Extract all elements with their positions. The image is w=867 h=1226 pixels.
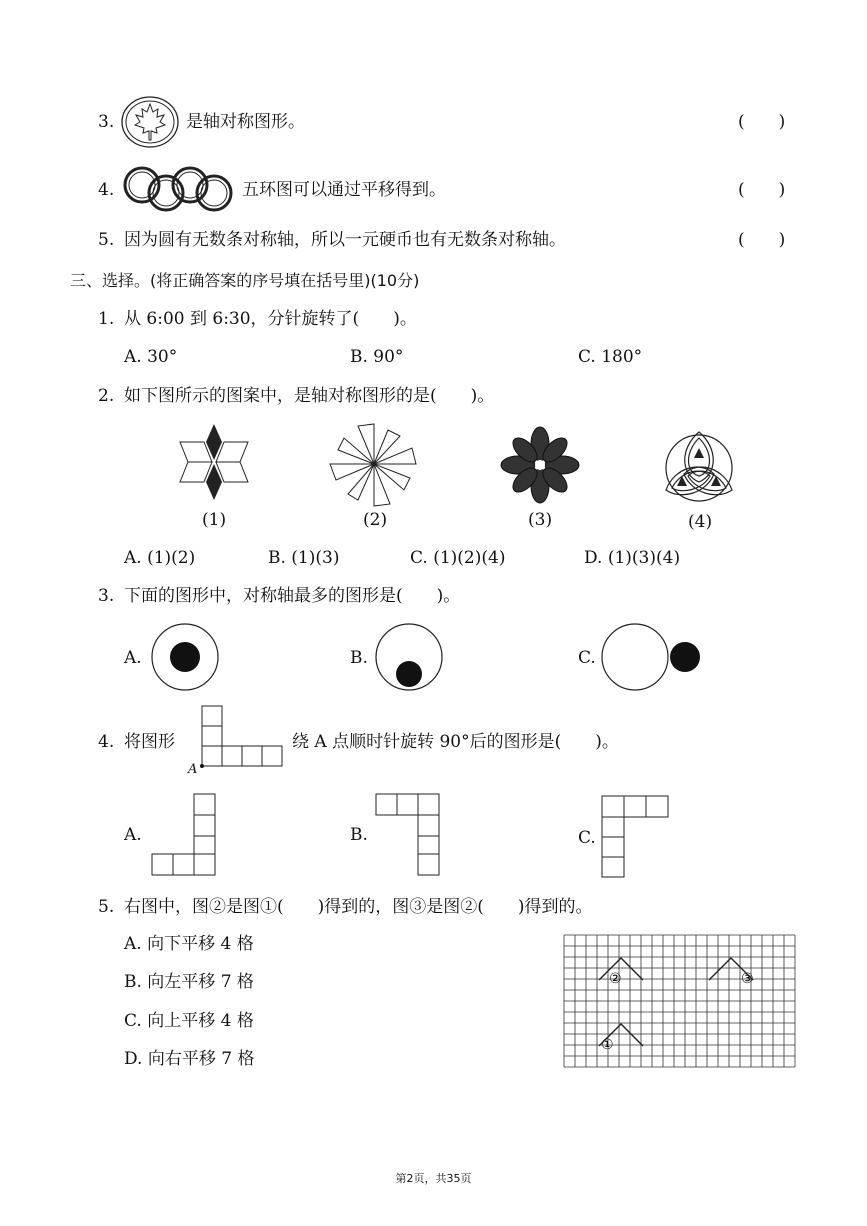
judge-item-3-text: 是轴对称图形。 bbox=[186, 112, 305, 132]
q2-option-c[interactable]: C. (1)(2)(4) bbox=[410, 548, 506, 568]
judge-item-3-answer-paren[interactable]: ( ) bbox=[738, 112, 786, 132]
q1-option-c[interactable]: C. 180° bbox=[578, 347, 643, 367]
judge-item-5-text: 因为圆有无数条对称轴，所以一元硬币也有无数条对称轴。 bbox=[124, 230, 566, 250]
q3-figure-a-concentric-circle bbox=[150, 622, 220, 692]
q5-option-c[interactable]: C. 向上平移 4 格 bbox=[124, 1011, 254, 1031]
q3-option-a[interactable]: A. bbox=[124, 648, 142, 668]
judge-item-4-answer-paren[interactable]: ( ) bbox=[738, 180, 786, 200]
q1-option-a[interactable]: A. 30° bbox=[124, 347, 178, 367]
olympic-rings-figure bbox=[120, 165, 238, 213]
q5-text: 右图中，图②是图①( )得到的，图③是图②( )得到的。 bbox=[124, 897, 593, 917]
q2-figure-3-flower bbox=[498, 426, 582, 504]
q4-point-a-label: A bbox=[188, 762, 198, 777]
q1-option-b[interactable]: B. 90° bbox=[350, 347, 404, 367]
q4-text-after: 绕 A 点顺时针旋转 90°后的图形是( )。 bbox=[292, 732, 619, 752]
q2-figure-4-triquetra bbox=[662, 430, 736, 504]
q5-translation-grid bbox=[563, 934, 799, 1068]
q3-option-c[interactable]: C. bbox=[578, 648, 596, 668]
grid-label-3: ③ bbox=[741, 971, 754, 987]
q3-figure-c-two-circles bbox=[600, 622, 706, 692]
q5-option-a[interactable]: A. 向下平移 4 格 bbox=[124, 934, 254, 954]
q2-figure-4-label: (4) bbox=[688, 512, 713, 532]
q3-option-b[interactable]: B. bbox=[350, 648, 368, 668]
q3-number: 3. bbox=[98, 586, 115, 606]
q4-option-c[interactable]: C. bbox=[578, 828, 596, 848]
q5-option-d[interactable]: D. 向右平移 7 格 bbox=[124, 1049, 255, 1069]
q4-number: 4. bbox=[98, 732, 115, 752]
q2-figure-1-star-pattern bbox=[178, 420, 250, 504]
q1-text: 从 6:00 到 6:30，分针旋转了( )。 bbox=[124, 309, 417, 329]
q4-option-a[interactable]: A. bbox=[124, 825, 142, 845]
q2-figure-2-label: (2) bbox=[363, 510, 388, 530]
q4-figure-c bbox=[600, 794, 672, 880]
q1-number: 1. bbox=[98, 309, 115, 329]
q2-figure-1-label: (1) bbox=[202, 510, 227, 530]
q4-l-shape-figure bbox=[196, 704, 288, 768]
q5-number: 5. bbox=[98, 897, 115, 917]
grid-label-1: ① bbox=[601, 1037, 614, 1053]
judge-item-4-number: 4. bbox=[98, 180, 115, 200]
q3-text: 下面的图形中，对称轴最多的图形是( )。 bbox=[124, 586, 461, 606]
judge-item-5-number: 5. bbox=[98, 230, 115, 250]
grid-label-2: ② bbox=[609, 971, 622, 987]
q2-option-a[interactable]: A. (1)(2) bbox=[124, 548, 196, 568]
q2-figure-2-pinwheel bbox=[328, 420, 422, 508]
judge-item-5-answer-paren[interactable]: ( ) bbox=[738, 230, 786, 250]
maple-leaf-coin-figure bbox=[120, 95, 180, 149]
q4-figure-a bbox=[150, 792, 218, 878]
q2-option-b[interactable]: B. (1)(3) bbox=[268, 548, 340, 568]
q2-figure-3-label: (3) bbox=[528, 510, 553, 530]
q2-number: 2. bbox=[98, 386, 115, 406]
q2-text: 如下图所示的图案中，是轴对称图形的是( )。 bbox=[124, 386, 495, 406]
page-footer: 第2页，共35页 bbox=[395, 1172, 472, 1185]
q4-text-before: 将图形 bbox=[124, 732, 175, 752]
q3-figure-b-offset-circle bbox=[374, 622, 444, 692]
q2-option-d[interactable]: D. (1)(3)(4) bbox=[584, 548, 681, 568]
judge-item-4-text: 五环图可以通过平移得到。 bbox=[242, 180, 446, 200]
q4-figure-b bbox=[374, 792, 442, 878]
judge-item-3-number: 3. bbox=[98, 112, 115, 132]
q4-option-b[interactable]: B. bbox=[350, 825, 368, 845]
q5-option-b[interactable]: B. 向左平移 7 格 bbox=[124, 972, 254, 992]
section-3-heading: 三、选择。(将正确答案的序号填在括号里)(10分) bbox=[70, 271, 420, 290]
